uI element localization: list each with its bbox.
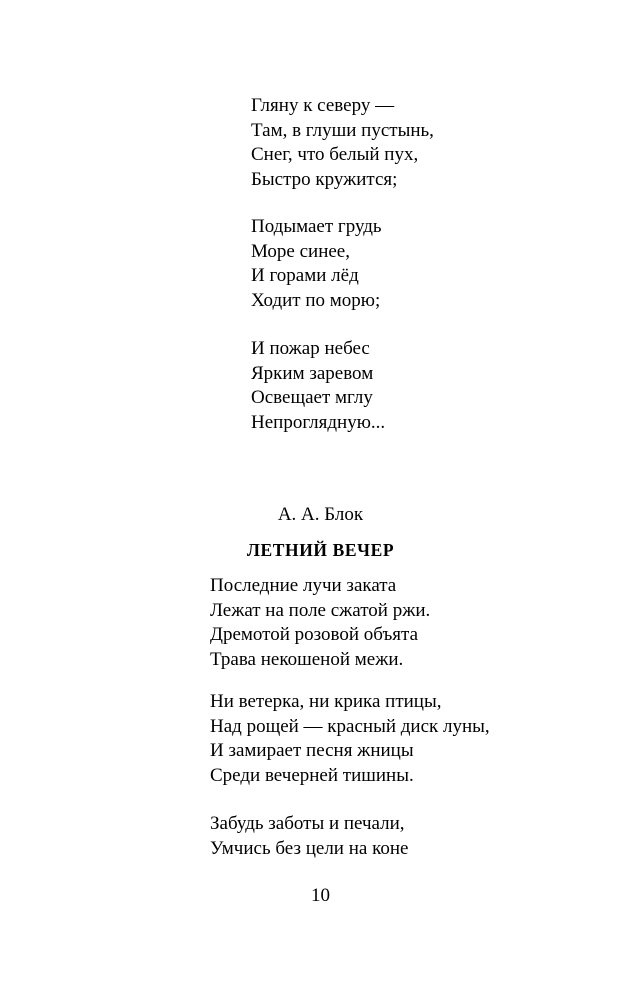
poem-line: Подымает грудь: [251, 216, 382, 237]
poem2-stanza-2: [210, 690, 490, 788]
poem-title: ЛЕТНИЙ ВЕЧЕР: [246, 540, 395, 560]
poem-line: Снег, что белый пух,: [251, 144, 419, 165]
poem1-stanza-3: [251, 337, 385, 435]
poem1-stanza-1: [251, 94, 434, 192]
poem-line: Над рощей — красный диск луны,: [210, 715, 490, 737]
page-number: 10: [311, 885, 330, 906]
poem-line: Ни ветерка, ни крика птицы,: [210, 691, 442, 712]
poem-line: И замирает песня жницы: [210, 740, 414, 761]
poem-line: И пожар небес: [251, 338, 370, 359]
poem-line: Освещает мглу: [251, 387, 373, 408]
poem-line: И горами лёд: [251, 265, 359, 286]
poem-line: Забудь заботы и печали,: [210, 813, 405, 834]
poem-line: Гляну к северу —: [251, 95, 395, 116]
poem1-stanza-2: [251, 215, 382, 313]
poem-line: Последние лучи заката: [210, 575, 397, 596]
poem-line: Лежат на поле сжатой ржи.: [210, 599, 431, 621]
poem-line: Умчись без цели на коне: [210, 837, 409, 859]
poem-line: Непроглядную...: [251, 411, 386, 433]
poem2-stanza-3: [210, 812, 408, 861]
poem-line: Там, в глуши пустынь,: [251, 119, 434, 141]
poem-line: Ярким заревом: [251, 362, 374, 384]
poem2-stanza-1: [210, 574, 430, 672]
poem-line: Быстро кружится;: [251, 168, 398, 190]
poem-line: Среди вечерней тишины.: [210, 764, 414, 786]
poem-line: Трава некошеной межи.: [210, 648, 404, 670]
poem-line: Дремотой розовой объята: [210, 624, 419, 645]
poem-author: А. А. Блок: [277, 504, 364, 525]
poem-line: Море синее,: [251, 240, 350, 262]
poem-line: Ходит по морю;: [251, 289, 381, 311]
